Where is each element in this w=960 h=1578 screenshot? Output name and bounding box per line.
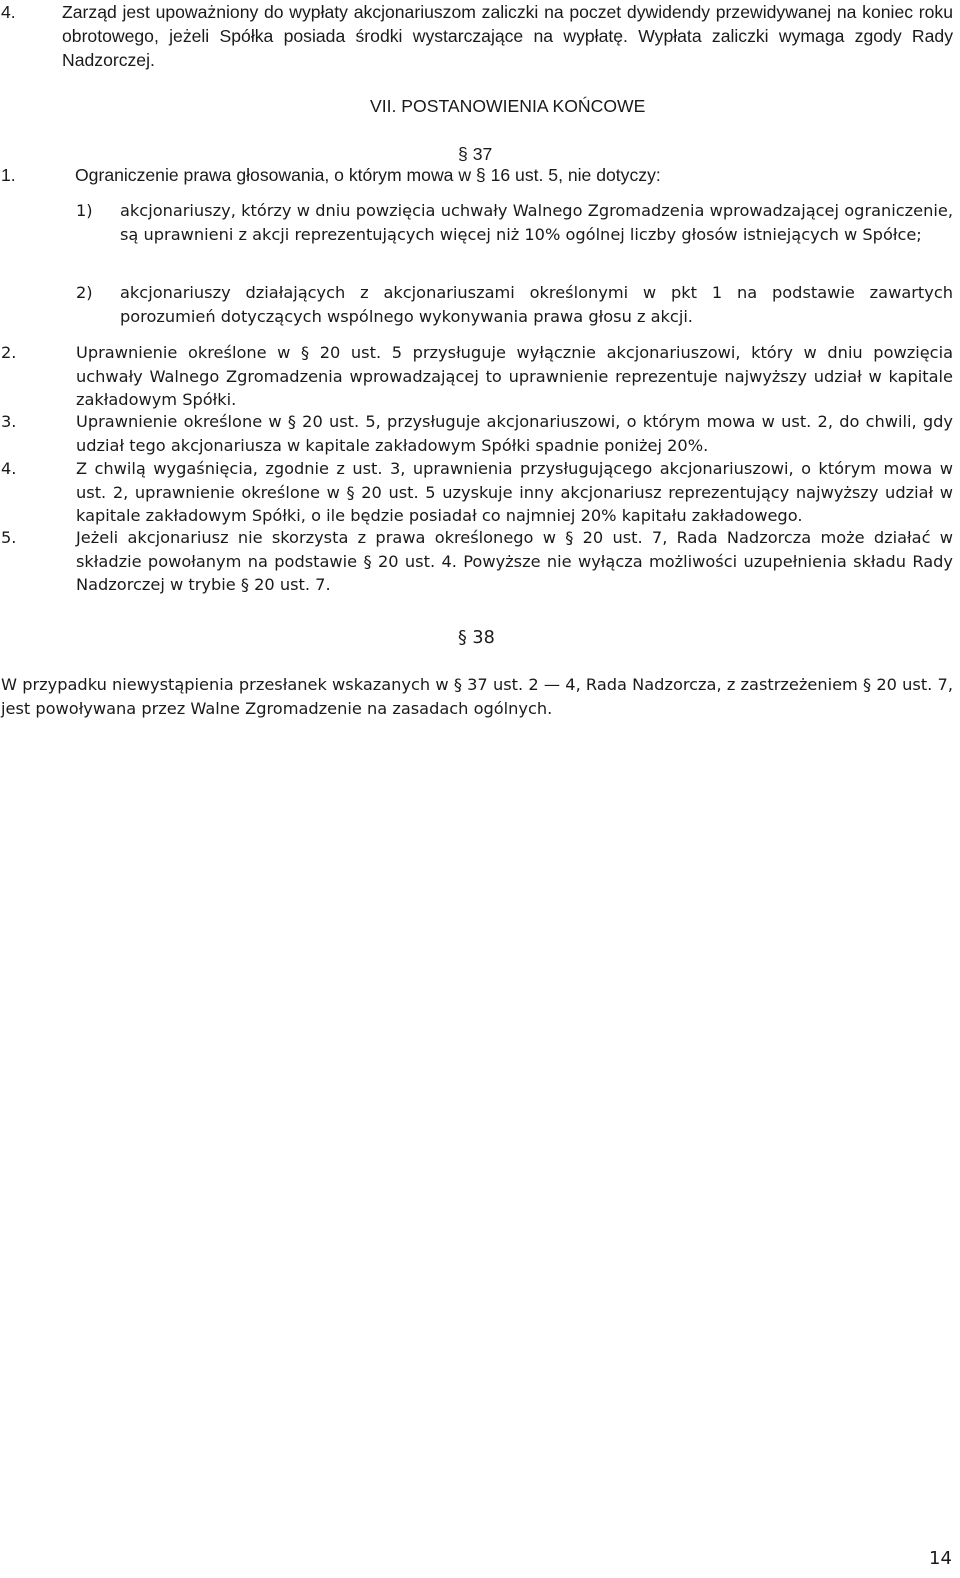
item-2 <box>0 341 960 413</box>
section-sign: § <box>458 628 467 648</box>
item-number: 4. <box>1 459 17 478</box>
section-38-heading <box>458 627 495 651</box>
section-sign: § <box>458 144 468 164</box>
item-text: Uprawnienie określone w § 20 ust. 5 przysługuje wyłącznie akcjonariuszowi, który w dniu powzięcia uchwały Walnego Zgromadzenia wprowadzającej to uprawnienie reprezentuje najwyższy udział w kapitale zakładowym Spółki. <box>76 343 953 409</box>
subitem-text: akcjonariuszy działających z akcjonariuszami określonymi w pkt 1 na podstawie zawartych porozumień dotyczących wspólnego wykonywania prawa głosu z akcji. <box>120 283 953 326</box>
item-1 <box>0 163 960 187</box>
subitem-1 <box>0 199 960 271</box>
chapter-title: VII. POSTANOWIENIA KOŃCOWE <box>370 96 646 116</box>
item-number: 2. <box>1 343 17 362</box>
item-3 <box>0 410 960 458</box>
item-text: Jeżeli akcjonariusz nie skorzysta z prawa określonego w § 20 ust. 7, Rada Nadzorcza może działać w składzie powołanym na podstawie § 20 ust. 4. Powyższe nie wyłącza możliwości uzupełnienia składu Rady Nadzorczej w trybie § 20 ust. 7. <box>76 528 953 594</box>
item-text: Zarząd jest upoważniony do wypłaty akcjonariuszom zaliczki na poczet dywidendy przewidywanej na koniec roku obrotowego, jeżeli Spółka posiada środki wystarczające na wypłatę. Wypłata zaliczki wymaga zgody Rady Nadzorczej. <box>62 2 953 70</box>
item-5 <box>0 526 960 598</box>
item-text: Ograniczenie prawa głosowania, o którym mowa w § 16 ust. 5, nie dotyczy: <box>75 165 661 185</box>
section-38-text: W przypadku niewystąpienia przesłanek wskazanych w § 37 ust. 2 — 4, Rada Nadzorcza, z zastrzeżeniem § 20 ust. 7, jest powoływana przez Walne Zgromadzenie na zasadach ogólnych. <box>1 675 953 718</box>
section-number: 38 <box>472 628 495 648</box>
subitem-number: 2) <box>76 283 93 302</box>
item-4-top <box>0 0 960 72</box>
item-number: 3. <box>1 412 17 431</box>
subitem-2 <box>0 281 960 329</box>
item-text: Z chwilą wygaśnięcia, zgodnie z ust. 3, uprawnienia przysługującego akcjonariuszowi, o którym mowa w ust. 2, uprawnienie określone w § 20 ust. 5 uzyskuje inny akcjonariusz reprezentujący najwyższy udział w kapitale zakładowym Spółki, o ile będzie posiadał co najmniej 20% kapitału zakładowego. <box>76 459 953 525</box>
subitem-text: akcjonariuszy, którzy w dniu powzięcia uchwały Walnego Zgromadzenia wprowadzającej ograniczenie, są uprawnieni z akcji reprezentujących więcej niż 10% ogólnej liczby głosów istniejących w Spółce; <box>120 201 953 244</box>
item-text: Uprawnienie określone w § 20 ust. 5, przysługuje akcjonariuszowi, o którym mowa w ust. 2, do chwili, gdy udział tego akcjonariusza w kapitale zakładowym Spółki spadnie poniżej 20%. <box>76 412 953 455</box>
item-4 <box>0 457 960 529</box>
section-number: 37 <box>472 144 493 164</box>
subitem-number: 1) <box>76 201 93 220</box>
page-number: 14 <box>929 1548 952 1569</box>
item-number: 1. <box>1 165 16 185</box>
item-number: 4. <box>1 2 16 22</box>
item-number: 5. <box>1 528 17 547</box>
